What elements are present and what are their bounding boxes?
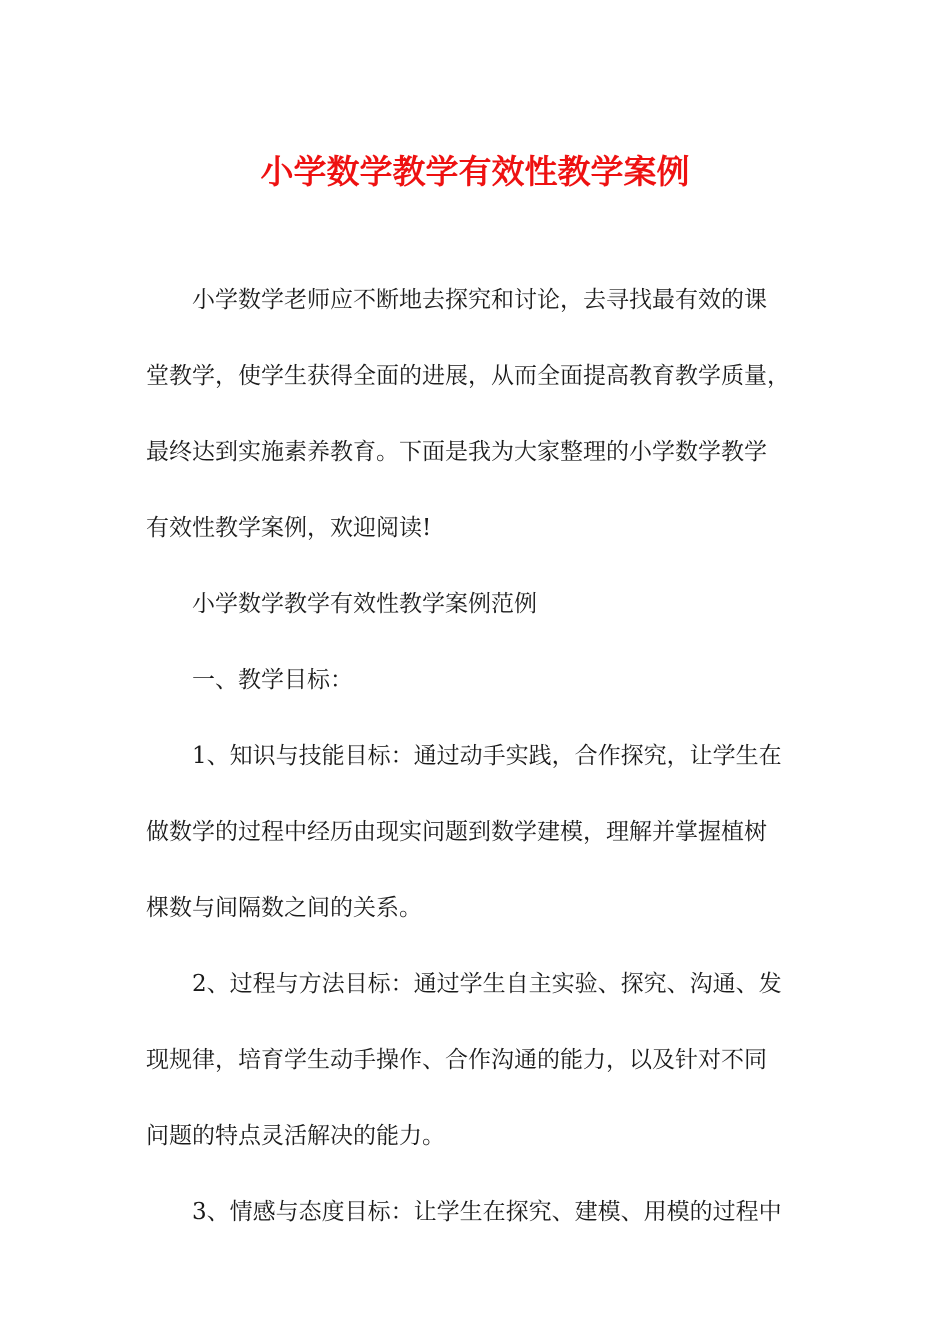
objective-paragraph [146,1193,806,1231]
text-line: 堂教学，使学生获得全面的进展，从而全面提高教育教学质量， [146,363,790,389]
document-body [146,281,806,1269]
text-line: 2、过程与方法目标：通过学生自主实验、探究、沟通、发 [192,971,782,997]
text-line: 现规律，培育学生动手操作、合作沟通的能力，以及针对不同 [146,1047,767,1073]
subsection-heading [146,661,806,699]
text-line: 棵数与间隔数之间的关系。 [146,895,422,921]
text-line: 问题的特点灵活解决的能力。 [146,1123,445,1149]
text-line: 做数学的过程中经历由现实问题到数学建模，理解并掌握植树 [146,819,767,845]
text-line: 一、教学目标： [192,667,353,693]
text-line: 1、知识与技能目标：通过动手实践，合作探究，让学生在 [192,743,782,769]
text-line: 有效性教学案例，欢迎阅读! [146,515,432,541]
text-line: 3、情感与态度目标：让学生在探究、建模、用模的过程中 [192,1199,782,1225]
objective-paragraph [146,965,806,1155]
section-heading [146,585,806,623]
page-title: 小学数学教学有效性教学案例 [260,152,690,191]
intro-paragraph [146,281,806,547]
text-line: 小学数学老师应不断地去探究和讨论，去寻找最有效的课 [192,287,767,313]
objective-paragraph [146,737,806,927]
text-line: 最终达到实施素养教育。下面是我为大家整理的小学数学教学 [146,439,767,465]
text-line: 小学数学教学有效性教学案例范例 [192,591,537,617]
